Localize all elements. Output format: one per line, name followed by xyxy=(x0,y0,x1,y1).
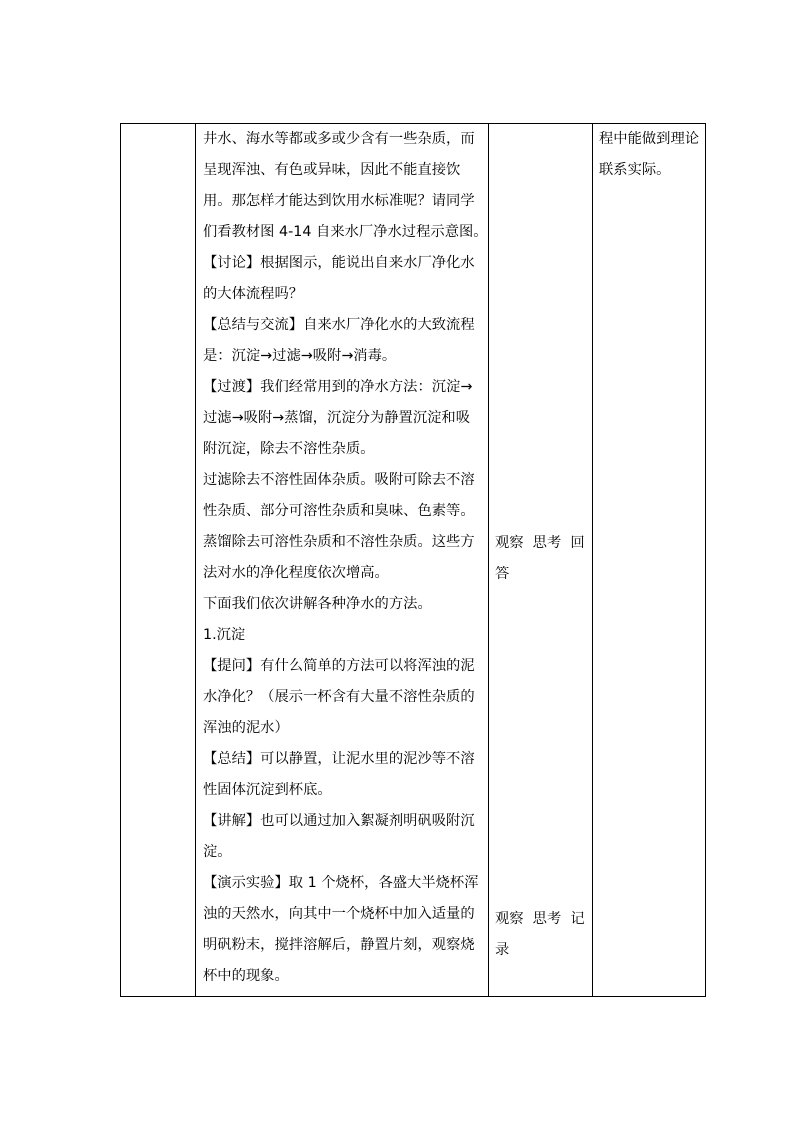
teacher-activity-cell xyxy=(203,124,489,992)
content-line: 【总结】可以静置，让泥水里的泥沙等不溶 xyxy=(203,751,475,767)
content-line: 浊的天然水，向其中一个烧杯中加入适量的 xyxy=(203,906,475,922)
student-activity-line: 录 xyxy=(495,942,510,958)
content-line: 淀。 xyxy=(203,844,232,860)
content-line: 呈现浑浊、有色或异味，因此不能直接饮 xyxy=(203,162,461,178)
content-line: 的大体流程吗？ xyxy=(203,286,304,302)
content-line: 下面我们依次讲解各种净水的方法。 xyxy=(203,596,432,612)
content-line: 性杂质、部分可溶性杂质和臭味、色素等。 xyxy=(203,503,475,519)
content-line: 过滤→吸附→蒸馏，沉淀分为静置沉淀和吸 xyxy=(203,410,471,426)
content-line: 【总结与交流】自来水厂净化水的大致流程 xyxy=(203,317,475,333)
content-line: 性固体沉淀到杯底。 xyxy=(203,782,332,798)
content-line: 浑浊的泥水） xyxy=(203,720,289,736)
content-line: 【过渡】我们经常用到的净水方法：沉淀→ xyxy=(203,379,473,395)
column-divider xyxy=(195,124,196,996)
student-activity-line: 答 xyxy=(495,566,510,582)
lesson-table xyxy=(120,123,706,997)
student-activity-2 xyxy=(495,904,591,966)
content-line: 用。那怎样才能达到饮用水标准呢？请同学 xyxy=(203,193,475,209)
column-divider xyxy=(592,124,593,996)
student-activity-1 xyxy=(495,528,591,590)
content-line: 【讨论】根据图示，能说出自来水厂净化水 xyxy=(203,255,475,271)
design-intent-cell xyxy=(599,124,703,186)
content-line: 【提问】有什么简单的方法可以将浑浊的泥 xyxy=(203,658,475,674)
content-line: 【讲解】也可以通过加入絮凝剂明矾吸附沉 xyxy=(203,813,475,829)
student-activity-line: 观察 思考 回 xyxy=(495,535,585,551)
content-line: 蒸馏除去可溶性杂质和不溶性杂质。这些方 xyxy=(203,534,475,550)
content-line: 们看教材图 4-14 自来水厂净水过程示意图。 xyxy=(203,224,488,240)
content-line: 井水、海水等都或多或少含有一些杂质，而 xyxy=(203,131,475,147)
content-line: 水净化？（展示一杯含有大量不溶性杂质的 xyxy=(203,689,475,705)
student-activity-line: 观察 思考 记 xyxy=(495,911,585,927)
content-line: 附沉淀，除去不溶性杂质。 xyxy=(203,441,375,457)
content-line: 是：沉淀→过滤→吸附→消毒。 xyxy=(203,348,397,364)
content-line: 法对水的净化程度依次增高。 xyxy=(203,565,389,581)
design-intent-line: 联系实际。 xyxy=(599,162,671,178)
design-intent-line: 程中能做到理论 xyxy=(599,131,700,147)
content-line: 【演示实验】取 1 个烧杯，各盛大半烧杯浑 xyxy=(203,875,479,891)
content-line: 过滤除去不溶性固体杂质。吸附可除去不溶 xyxy=(203,472,475,488)
content-line: 杯中的现象。 xyxy=(203,968,289,984)
content-line: 明矾粉末，搅拌溶解后，静置片刻，观察烧 xyxy=(203,937,475,953)
content-line: 1.沉淀 xyxy=(203,627,246,643)
